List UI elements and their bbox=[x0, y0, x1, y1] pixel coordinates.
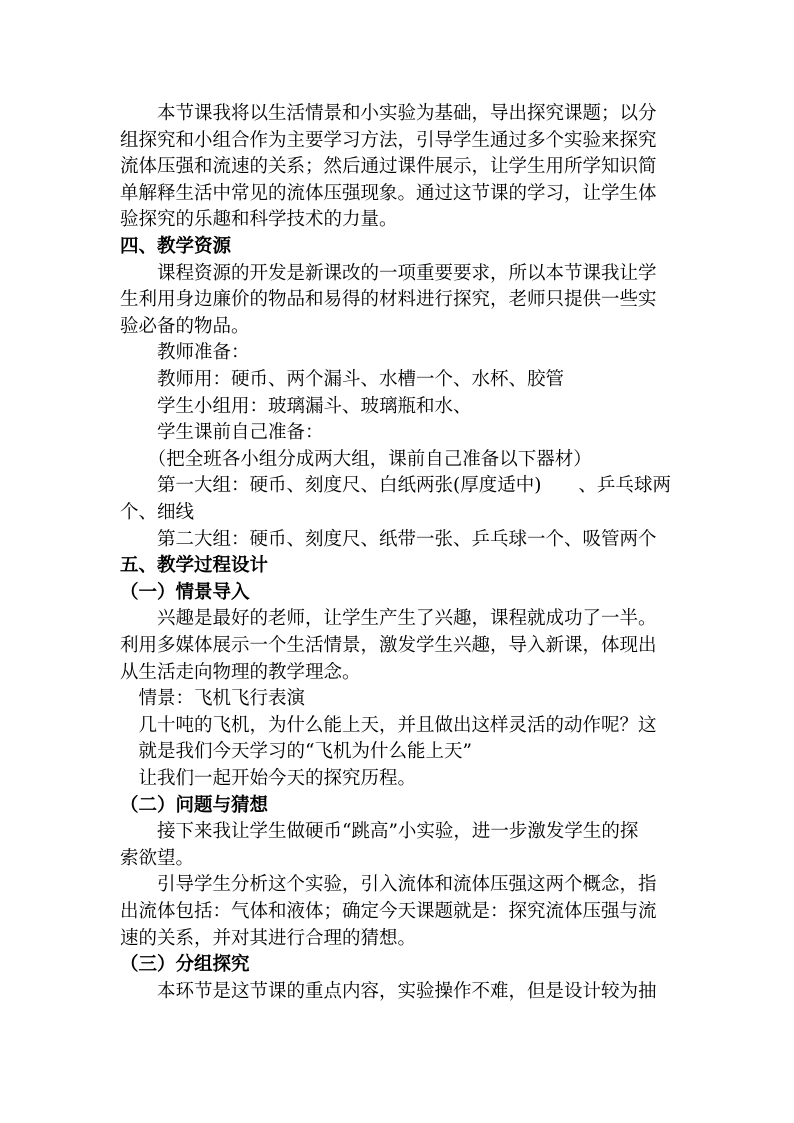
text-line: 流体压强和流速的关系；然后通过课件展示，让学生用所学知识简 bbox=[120, 156, 657, 178]
section-heading: （三）分组探究 bbox=[120, 954, 250, 976]
text-line: 第一大组：硬币、刻度尺、白纸两张(厚度适中) 、乒乓球两 bbox=[120, 475, 671, 497]
section-heading: 四、教学资源 bbox=[120, 236, 232, 257]
text-line: 就是我们今天学习的“飞机为什么能上天” bbox=[120, 741, 472, 763]
text-line: 个、细线 bbox=[120, 502, 195, 523]
text-line: 让我们一起开始今天的探究历程。 bbox=[120, 768, 417, 789]
section-heading: （一）情景导入 bbox=[120, 581, 250, 603]
text-line: 教师用：硬币、两个漏斗、水槽一个、水杯、胶管 bbox=[120, 369, 565, 390]
text-line: 情景：飞机飞行表演 bbox=[120, 688, 306, 710]
text-line: 引导学生分析这个实验，引入流体和流体压强这两个概念，指 bbox=[120, 874, 657, 896]
text-line: 速的关系，并对其进行合理的猜想。 bbox=[120, 927, 417, 949]
text-line: 出流体包括：气体和液体；确定今天课题就是：探究流体压强与流 bbox=[120, 901, 657, 922]
text-line: 本节课我将以生活情景和小实验为基础，导出探究课题；以分 bbox=[120, 103, 657, 124]
text-line: 单解释生活中常见的流体压强现象。通过这节课的学习，让学生体 bbox=[120, 182, 657, 204]
section-heading: 五、教学过程设计 bbox=[120, 555, 269, 577]
text-line: 几十吨的飞机，为什么能上天，并且做出这样灵活的动作呢？这 bbox=[120, 714, 657, 736]
text-line: 课程资源的开发是新课改的一项重要要求，所以本节课我让学 bbox=[120, 262, 657, 284]
text-line: 学生课前自己准备： bbox=[120, 422, 324, 444]
text-line: 从生活走向物理的教学理念。 bbox=[120, 661, 361, 683]
text-line: 利用多媒体展示一个生活情景，激发学生兴趣，导入新课，体现出 bbox=[120, 635, 657, 656]
text-line: （把全班各小组分成两大组，课前自己准备以下器材） bbox=[120, 448, 592, 470]
text-line: 索欲望。 bbox=[120, 847, 195, 869]
text-line: 生利用身边廉价的物品和易得的材料进行探究，老师只提供一些实 bbox=[120, 289, 657, 311]
text-line: 兴趣是最好的老师，让学生产生了兴趣，课程就成功了一半。 bbox=[120, 608, 657, 630]
text-line: 教师准备： bbox=[120, 342, 250, 364]
text-line: 验必备的物品。 bbox=[120, 315, 250, 337]
text-line: 第二大组：硬币、刻度尺、纸带一张、乒乓球一个、吸管两个 bbox=[120, 528, 657, 550]
text-line: 接下来我让学生做硬币“跳高”小实验，进一步激发学生的探 bbox=[120, 821, 639, 843]
section-heading: （二）问题与猜想 bbox=[120, 794, 269, 816]
text-line: 学生小组用：玻璃漏斗、玻璃瓶和水、 bbox=[120, 395, 472, 417]
text-line: 验探究的乐趣和科学技术的力量。 bbox=[120, 209, 398, 231]
text-line: 组探究和小组合作为主要学习方法，引导学生通过多个实验来探究 bbox=[120, 129, 657, 151]
text-line: 本环节是这节课的重点内容，实验操作不难，但是设计较为抽 bbox=[120, 980, 657, 1002]
